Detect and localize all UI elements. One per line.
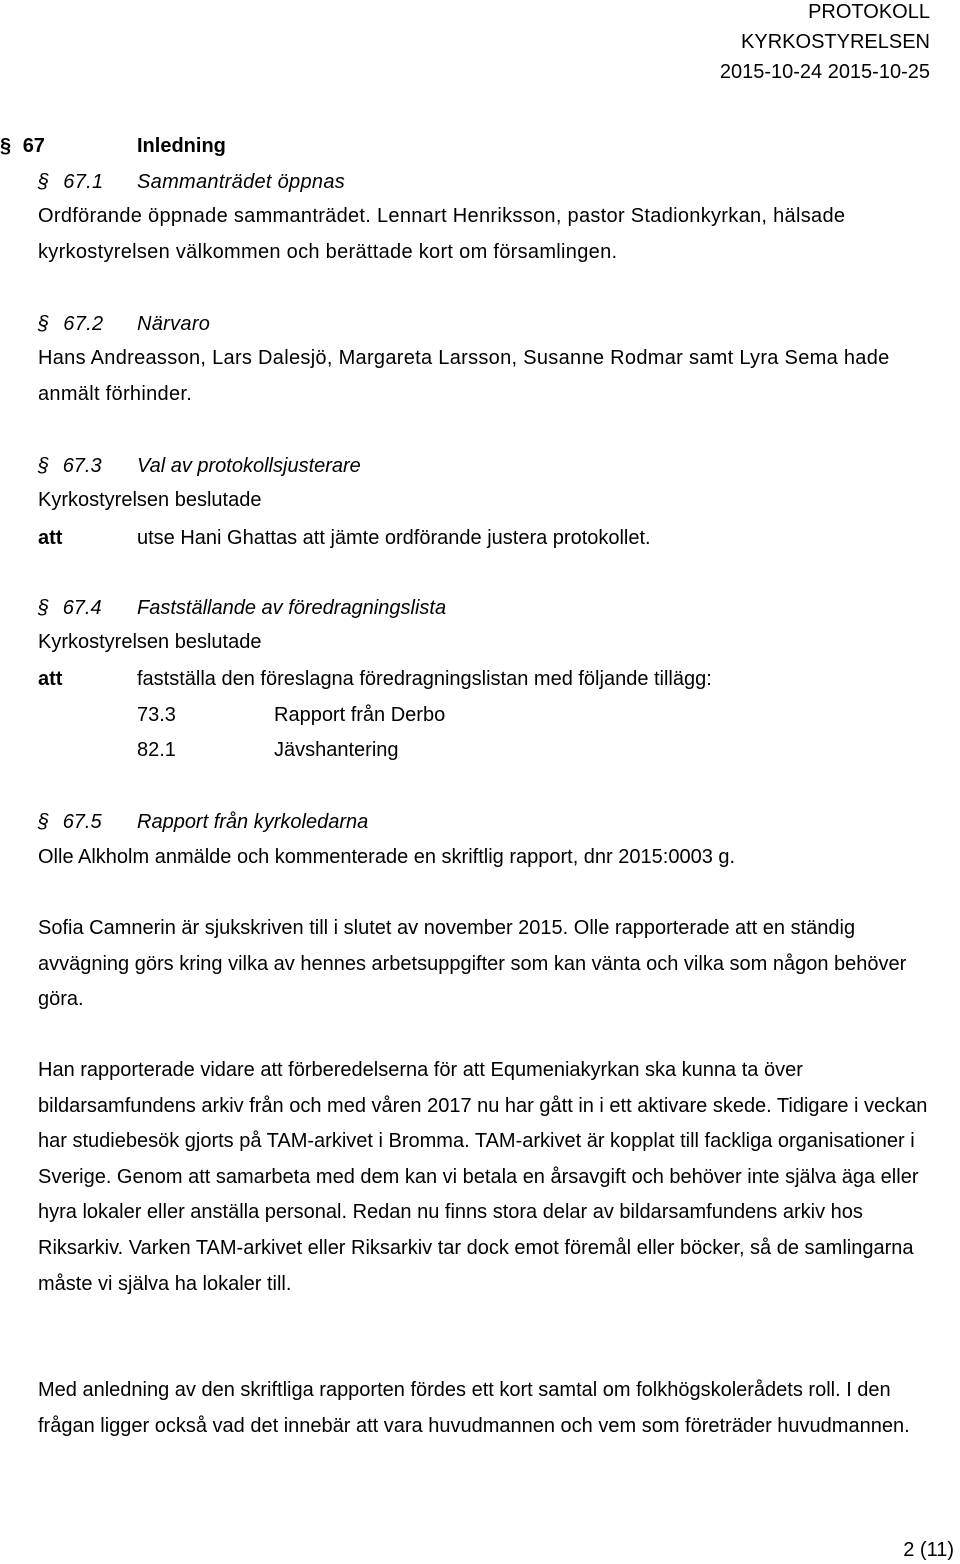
header-dates: 2015-10-24 2015-10-25	[719, 61, 930, 83]
section-symbol: §	[0, 135, 12, 157]
subsection-67-3-title: Val av protokollsjusterare	[137, 455, 361, 477]
paragraph: Sofia Camnerin är sjukskriven till i slutet av november 2015. Olle rapporterade att en ständig avvägning görs kring vilka av hennes arbetsuppgifter som kan vänta och vilka som någon behöver göra.	[38, 917, 907, 1011]
decision-intro: Kyrkostyrelsen beslutade	[38, 631, 262, 653]
addition-number: 73.3	[137, 704, 176, 726]
subsection-67-5-number	[38, 808, 102, 836]
addition-label: Jävshantering	[274, 739, 399, 761]
att-label: att	[38, 527, 63, 549]
paragraph: Han rapporterade vidare att förberedelserna för att Equmeniakyrkan ska kunna ta över bildarsamfundens arkiv från och med våren 2017 nu har gått in i ett aktivare skede. Tidigare i veckan har studiebesök gjorts på TAM-arkivet i Bromma. TAM-arkivet är kopplat till fackliga organisationer i Sverige. Genom att samarbeta med dem kan vi betala en årsavgift och behöver inte själva äga eller hyra lokaler eller anställa personal. Redan nu finns stora delar av bildarsamfundens arkiv hos Riksarkiv. Varken TAM-arkivet eller Riksarkiv tar dock emot föremål eller böcker, så de samlingarna måste vi själva ha lokaler till.	[38, 1059, 928, 1295]
subsection-number: 67.3	[62, 455, 102, 477]
subsection-67-2-text: Hans Andreasson, Lars Dalesjö, Margareta Larsson, Susanne Rodmar samt Lyra Sema hade anmält förhinder.	[38, 347, 890, 405]
subsection-67-5-title: Rapport från kyrkoledarna	[137, 811, 369, 833]
page-number: 2 (11)	[903, 1539, 954, 1561]
att-text: utse Hani Ghattas att jämte ordförande justera protokollet.	[137, 527, 651, 549]
subsection-number: 67.4	[62, 597, 102, 619]
section-title: Inledning	[137, 135, 226, 157]
header-organization: KYRKOSTYRELSEN	[741, 31, 930, 53]
section-symbol: §	[38, 811, 50, 833]
subsection-67-2-number	[38, 310, 103, 338]
subsection-number: 67.5	[62, 811, 102, 833]
subsection-67-4-number	[38, 594, 102, 622]
subsection-67-2-title: Närvaro	[137, 313, 211, 335]
header-title: PROTOKOLL	[808, 1, 930, 23]
paragraph: Olle Alkholm anmälde och kommenterade en skriftlig rapport, dnr 2015:0003 g.	[38, 846, 736, 868]
section-symbol: §	[38, 313, 50, 335]
section-67-heading	[0, 132, 45, 160]
section-symbol: §	[38, 597, 50, 619]
section-number: 67	[22, 135, 45, 157]
decision-intro: Kyrkostyrelsen beslutade	[38, 489, 262, 511]
att-text: fastställa den föreslagna föredragningslistan med följande tillägg:	[137, 668, 712, 690]
paragraph: Med anledning av den skriftliga rapporten fördes ett kort samtal om folkhögskolerådets roll. I den frågan ligger också vad det innebär att vara huvudmannen och vem som företräder huvudmannen.	[38, 1379, 910, 1437]
section-symbol: §	[38, 455, 50, 477]
subsection-67-1-text: Ordförande öppnade sammanträdet. Lennart Henriksson, pastor Stadionkyrkan, hälsade kyrkostyrelsen välkommen och berättade kort om församlingen.	[38, 205, 846, 263]
att-label: att	[38, 668, 63, 690]
section-symbol: §	[38, 171, 50, 193]
addition-number: 82.1	[137, 739, 176, 761]
subsection-67-3-number	[38, 452, 102, 480]
addition-label: Rapport från Derbo	[274, 704, 446, 726]
subsection-67-1-number	[38, 168, 103, 196]
subsection-number: 67.1	[63, 171, 104, 193]
subsection-67-4-title: Fastställande av föredragningslista	[137, 597, 447, 619]
subsection-67-1-title: Sammanträdet öppnas	[137, 171, 346, 193]
subsection-number: 67.2	[63, 313, 104, 335]
